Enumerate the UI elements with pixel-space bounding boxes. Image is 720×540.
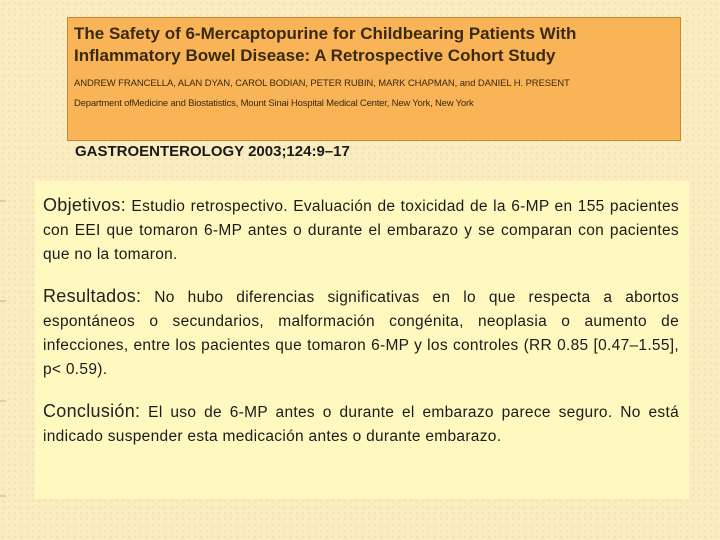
edge-mark <box>0 200 6 202</box>
edge-mark <box>0 495 6 497</box>
resultados-heading: Resultados: <box>43 286 142 306</box>
edge-mark <box>0 300 6 302</box>
conclusion-heading: Conclusión: <box>43 401 141 421</box>
conclusion-text: El uso de 6-MP antes o durante el embarazo parece seguro. No está indicado suspender esta medicación antes o durante embarazo. <box>43 404 679 445</box>
article-title: The Safety of 6-Mercaptopurine for Childbearing Patients With Inflammatory Bowel Disease: A Retrospective Cohort Study <box>74 24 577 65</box>
conclusion-paragraph <box>43 399 679 449</box>
article-authors: ANDREW FRANCELLA, ALAN DYAN, CAROL BODIAN, PETER RUBIN, MARK CHAPMAN, and DANIEL H. PRESENT <box>74 78 570 89</box>
resultados-paragraph <box>43 284 679 382</box>
objetivos-paragraph <box>43 193 679 267</box>
article-header <box>67 17 681 141</box>
summary-panel <box>35 181 689 499</box>
edge-mark <box>0 400 6 402</box>
resultados-text: No hubo diferencias significativas en lo que respecta a abortos espontáneos o secundarios, malformación congénita, neoplasia o aumento de infecciones, entre los pacientes que tomaron 6-MP y los controles (RR 0.85 [0.47–1.55], p< 0.59). <box>43 289 679 378</box>
objetivos-text: Estudio retrospectivo. Evaluación de toxicidad de la 6-MP en 155 pacientes con EEI que tomaron 6-MP antes o durante el embarazo y se comparan con pacientes que no la tomaron. <box>43 198 679 263</box>
article-affiliation: Department ofMedicine and Biostatistics, Mount Sinai Hospital Medical Center, New York, New York <box>74 98 474 109</box>
objetivos-heading: Objetivos: <box>43 195 127 215</box>
journal-citation: GASTROENTEROLOGY 2003;124:9–17 <box>75 143 350 160</box>
